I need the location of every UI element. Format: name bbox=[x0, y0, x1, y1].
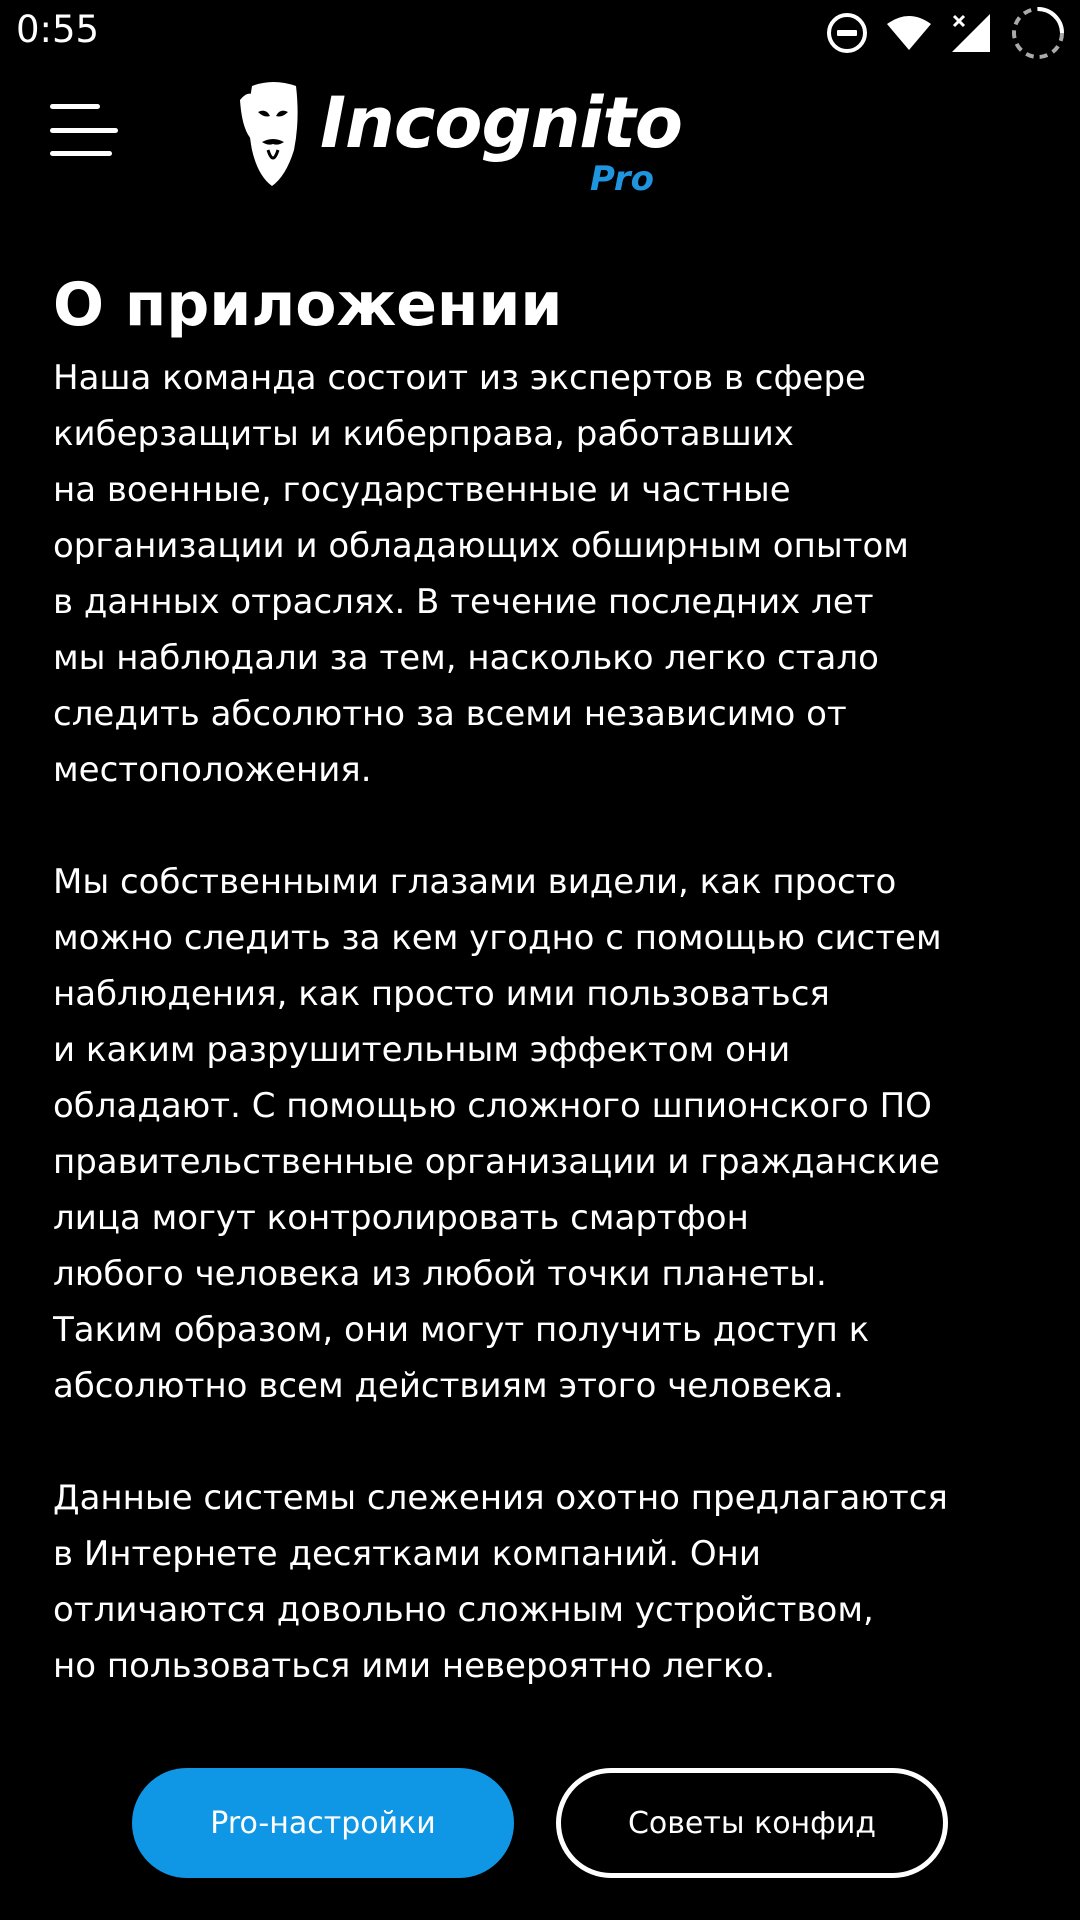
text-line: в Интернете десятками компаний. Они bbox=[53, 1534, 761, 1574]
text-line: но пользоваться ими невероятно легко. bbox=[53, 1646, 776, 1686]
text-line: киберзащиты и киберправа, работавших bbox=[53, 414, 794, 454]
pro-settings-button[interactable]: Pro-настройки bbox=[132, 1768, 514, 1878]
text-line: Данные системы слежения охотно предлагаются bbox=[53, 1478, 948, 1518]
text-line: следить абсолютно за всеми независимо от bbox=[53, 694, 847, 734]
text-line: и каким разрушительным эффектом они bbox=[53, 1030, 791, 1070]
paragraph-3 bbox=[53, 1470, 1043, 1694]
text-line: Таким образом, они могут получить доступ к bbox=[53, 1310, 870, 1350]
text-line: Мы собственными глазами видели, как просто bbox=[53, 862, 897, 902]
text-line: мы наблюдали за тем, насколько легко стало bbox=[53, 638, 879, 678]
mask-icon bbox=[238, 80, 308, 190]
logo-pro-label: Pro bbox=[590, 159, 654, 199]
status-bar bbox=[0, 0, 1080, 64]
bottom-bar bbox=[0, 1726, 1080, 1920]
about-content bbox=[53, 262, 1043, 1724]
text-line: местоположения. bbox=[53, 750, 372, 790]
text-line: на военные, государственные и частные bbox=[53, 470, 791, 510]
app-header bbox=[0, 64, 1080, 214]
text-line: Наша команда состоит из экспертов в сфере bbox=[53, 358, 866, 398]
status-time: 0:55 bbox=[16, 8, 100, 51]
text-line: лица могут контролировать смартфон bbox=[53, 1198, 749, 1238]
text-line: в данных отраслях. В течение последних лет bbox=[53, 582, 874, 622]
do-not-disturb-icon bbox=[826, 12, 868, 54]
page-title: О приложении bbox=[53, 270, 563, 340]
text-line: можно следить за кем угодно с помощью систем bbox=[53, 918, 942, 958]
paragraph-2 bbox=[53, 854, 1043, 1414]
privacy-tips-button[interactable]: Советы конфид bbox=[556, 1768, 948, 1878]
wifi-icon bbox=[886, 14, 932, 52]
text-line: организации и обладающих обширным опытом bbox=[53, 526, 909, 566]
text-line: абсолютно всем действиям этого человека. bbox=[53, 1366, 844, 1406]
app-logo bbox=[238, 76, 682, 206]
cellular-no-data-icon bbox=[950, 12, 992, 54]
status-icons bbox=[826, 6, 1066, 60]
text-line: любого человека из любой точки планеты. bbox=[53, 1254, 827, 1294]
loading-spinner-icon bbox=[1010, 5, 1066, 61]
hamburger-menu-icon[interactable] bbox=[50, 100, 118, 160]
logo-wordmark: Incognito bbox=[320, 82, 682, 164]
text-line: обладают. С помощью сложного шпионского ПО bbox=[53, 1086, 932, 1126]
paragraph-1 bbox=[53, 350, 1043, 798]
text-line: наблюдения, как просто ими пользоваться bbox=[53, 974, 830, 1014]
text-line: правительственные организации и гражданские bbox=[53, 1142, 940, 1182]
text-line: отличаются довольно сложным устройством, bbox=[53, 1590, 874, 1630]
